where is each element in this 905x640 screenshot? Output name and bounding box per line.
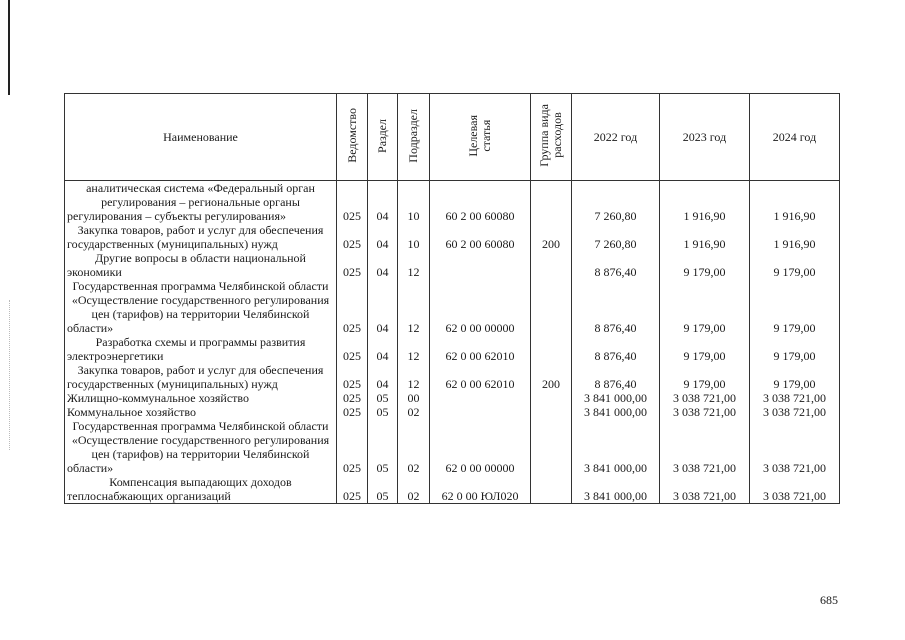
- row-subsection: 02: [398, 405, 430, 419]
- table-row: [65, 223, 840, 251]
- row-2022: 7 260,80: [572, 223, 660, 251]
- row-group: [531, 251, 572, 279]
- row-dept: 025: [337, 475, 368, 504]
- row-dept: 025: [337, 363, 368, 391]
- row-name: Закупка товаров, работ и услуг для обеспечения государственных (муниципальных) нужд: [65, 223, 337, 251]
- row-group: [531, 335, 572, 363]
- row-name: Другие вопросы в области национальной экономики: [65, 251, 337, 279]
- header-2022: 2022 год: [572, 94, 660, 181]
- row-dept: 025: [337, 181, 368, 224]
- row-2024: 3 038 721,00: [750, 405, 840, 419]
- row-dept: 025: [337, 405, 368, 419]
- table-row: [65, 251, 840, 279]
- row-2024: 9 179,00: [750, 363, 840, 391]
- budget-table: [64, 93, 840, 504]
- row-2024: 1 916,90: [750, 223, 840, 251]
- row-section: 04: [368, 181, 398, 224]
- row-2023: 1 916,90: [660, 223, 750, 251]
- header-row: [65, 94, 840, 181]
- table-row: [65, 279, 840, 335]
- row-subsection: 12: [398, 335, 430, 363]
- row-name: аналитическая система «Федеральный орган регулирования – региональные органы регулирования – субъекты регулирования»: [65, 181, 337, 224]
- row-target: 62 0 00 ЮЛ020: [430, 475, 531, 504]
- row-subsection: 12: [398, 279, 430, 335]
- table-row: [65, 363, 840, 391]
- row-2022: 8 876,40: [572, 251, 660, 279]
- table-row: [65, 405, 840, 419]
- row-2022: 3 841 000,00: [572, 419, 660, 475]
- row-subsection: 02: [398, 419, 430, 475]
- row-name: Жилищно-коммунальное хозяйство: [65, 391, 337, 405]
- header-dept: Ведомство: [337, 94, 368, 181]
- row-section: 04: [368, 335, 398, 363]
- row-section: 05: [368, 475, 398, 504]
- row-2022: 3 841 000,00: [572, 405, 660, 419]
- left-margin-dots: [9, 300, 11, 450]
- row-group: [531, 279, 572, 335]
- header-group: Группа вида расходов: [531, 94, 572, 181]
- row-name: Коммунальное хозяйство: [65, 405, 337, 419]
- row-target: 62 0 00 00000: [430, 279, 531, 335]
- row-target: 62 0 00 00000: [430, 419, 531, 475]
- row-subsection: 10: [398, 223, 430, 251]
- row-target: 62 0 00 62010: [430, 363, 531, 391]
- row-name: Закупка товаров, работ и услуг для обеспечения государственных (муниципальных) нужд: [65, 363, 337, 391]
- row-name: Государственная программа Челябинской области «Осуществление государственного регулирования цен (тарифов) на территории Челябинской области»: [65, 419, 337, 475]
- row-subsection: 12: [398, 363, 430, 391]
- row-group: [531, 391, 572, 405]
- row-2023: 3 038 721,00: [660, 391, 750, 405]
- row-group: [531, 405, 572, 419]
- row-section: 04: [368, 363, 398, 391]
- row-2023: 3 038 721,00: [660, 475, 750, 504]
- header-target: Целевая статья: [430, 94, 531, 181]
- row-target: [430, 391, 531, 405]
- row-target: 60 2 00 60080: [430, 181, 531, 224]
- row-section: 05: [368, 391, 398, 405]
- row-section: 05: [368, 419, 398, 475]
- row-subsection: 00: [398, 391, 430, 405]
- header-2024: 2024 год: [750, 94, 840, 181]
- row-dept: 025: [337, 279, 368, 335]
- row-2023: 3 038 721,00: [660, 405, 750, 419]
- row-2024: 9 179,00: [750, 251, 840, 279]
- row-dept: 025: [337, 223, 368, 251]
- row-section: 04: [368, 251, 398, 279]
- row-2024: 3 038 721,00: [750, 391, 840, 405]
- row-2024: 1 916,90: [750, 181, 840, 224]
- header-subsection: Подраздел: [398, 94, 430, 181]
- row-dept: 025: [337, 251, 368, 279]
- header-2023: 2023 год: [660, 94, 750, 181]
- row-subsection: 10: [398, 181, 430, 224]
- row-group: [531, 419, 572, 475]
- row-2024: 9 179,00: [750, 279, 840, 335]
- table-row: [65, 475, 840, 504]
- row-subsection: 12: [398, 251, 430, 279]
- row-target: [430, 405, 531, 419]
- left-margin-line: [8, 0, 10, 95]
- row-2022: 8 876,40: [572, 363, 660, 391]
- row-2022: 8 876,40: [572, 279, 660, 335]
- row-2023: 1 916,90: [660, 181, 750, 224]
- row-2023: 3 038 721,00: [660, 419, 750, 475]
- row-2023: 9 179,00: [660, 251, 750, 279]
- row-2024: 3 038 721,00: [750, 475, 840, 504]
- row-name: Государственная программа Челябинской области «Осуществление государственного регулирования цен (тарифов) на территории Челябинской области»: [65, 279, 337, 335]
- row-target: 62 0 00 62010: [430, 335, 531, 363]
- row-group: [531, 475, 572, 504]
- row-group: 200: [531, 223, 572, 251]
- row-2022: 3 841 000,00: [572, 391, 660, 405]
- row-name: Разработка схемы и программы развития электроэнергетики: [65, 335, 337, 363]
- row-2023: 9 179,00: [660, 335, 750, 363]
- row-section: 04: [368, 223, 398, 251]
- table-row: [65, 391, 840, 405]
- table-row: [65, 335, 840, 363]
- row-section: 05: [368, 405, 398, 419]
- header-section: Раздел: [368, 94, 398, 181]
- row-group: [531, 181, 572, 224]
- row-dept: 025: [337, 391, 368, 405]
- page-number: 685: [820, 593, 838, 607]
- row-group: 200: [531, 363, 572, 391]
- row-2023: 9 179,00: [660, 279, 750, 335]
- row-subsection: 02: [398, 475, 430, 504]
- row-dept: 025: [337, 419, 368, 475]
- table-row: [65, 181, 840, 224]
- row-target: 60 2 00 60080: [430, 223, 531, 251]
- row-name: Компенсация выпадающих доходов теплоснабжающих организаций: [65, 475, 337, 504]
- row-target: [430, 251, 531, 279]
- row-2022: 7 260,80: [572, 181, 660, 224]
- row-section: 04: [368, 279, 398, 335]
- row-2024: 9 179,00: [750, 335, 840, 363]
- row-dept: 025: [337, 335, 368, 363]
- table-row: [65, 419, 840, 475]
- row-2022: 3 841 000,00: [572, 475, 660, 504]
- row-2023: 9 179,00: [660, 363, 750, 391]
- row-2022: 8 876,40: [572, 335, 660, 363]
- header-name: Наименование: [65, 94, 337, 181]
- row-2024: 3 038 721,00: [750, 419, 840, 475]
